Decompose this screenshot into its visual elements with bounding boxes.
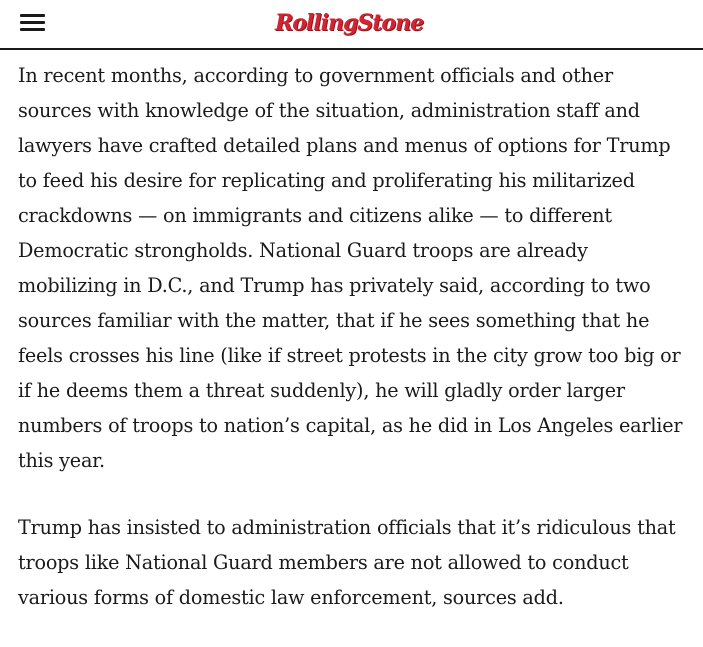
site-header	[0, 0, 703, 50]
hamburger-menu-icon[interactable]	[20, 13, 45, 33]
menu-bar	[20, 28, 45, 31]
article-paragraph: In recent months, according to government officials and other sources with knowledge of the situation, administration staff and lawyers have crafted detailed plans and menus of options for Trump to feed his desire for replicating and proliferating his militarized crackdowns — on immigrants and citizens alike — to different Democratic strongholds. National Guard troops are already mobilizing in D.C., and Trump has privately said, according to two sources familiar with the matter, that if he sees something that he feels crosses his line (like if street protests in the city grow too big or if he deems them a threat suddenly), he will gladly order larger numbers of troops to nation’s capital, as he did in Los Angeles earlier this year.	[18, 64, 683, 472]
rolling-stone-logo[interactable]: RollingStone	[274, 10, 424, 36]
menu-bar	[20, 21, 45, 24]
article-paragraph: Trump has insisted to administration officials that it’s ridiculous that troops like National Guard members are not allowed to conduct various forms of domestic law enforcement, sources add.	[18, 516, 676, 609]
menu-bar	[20, 14, 45, 17]
article-body	[18, 58, 690, 647]
